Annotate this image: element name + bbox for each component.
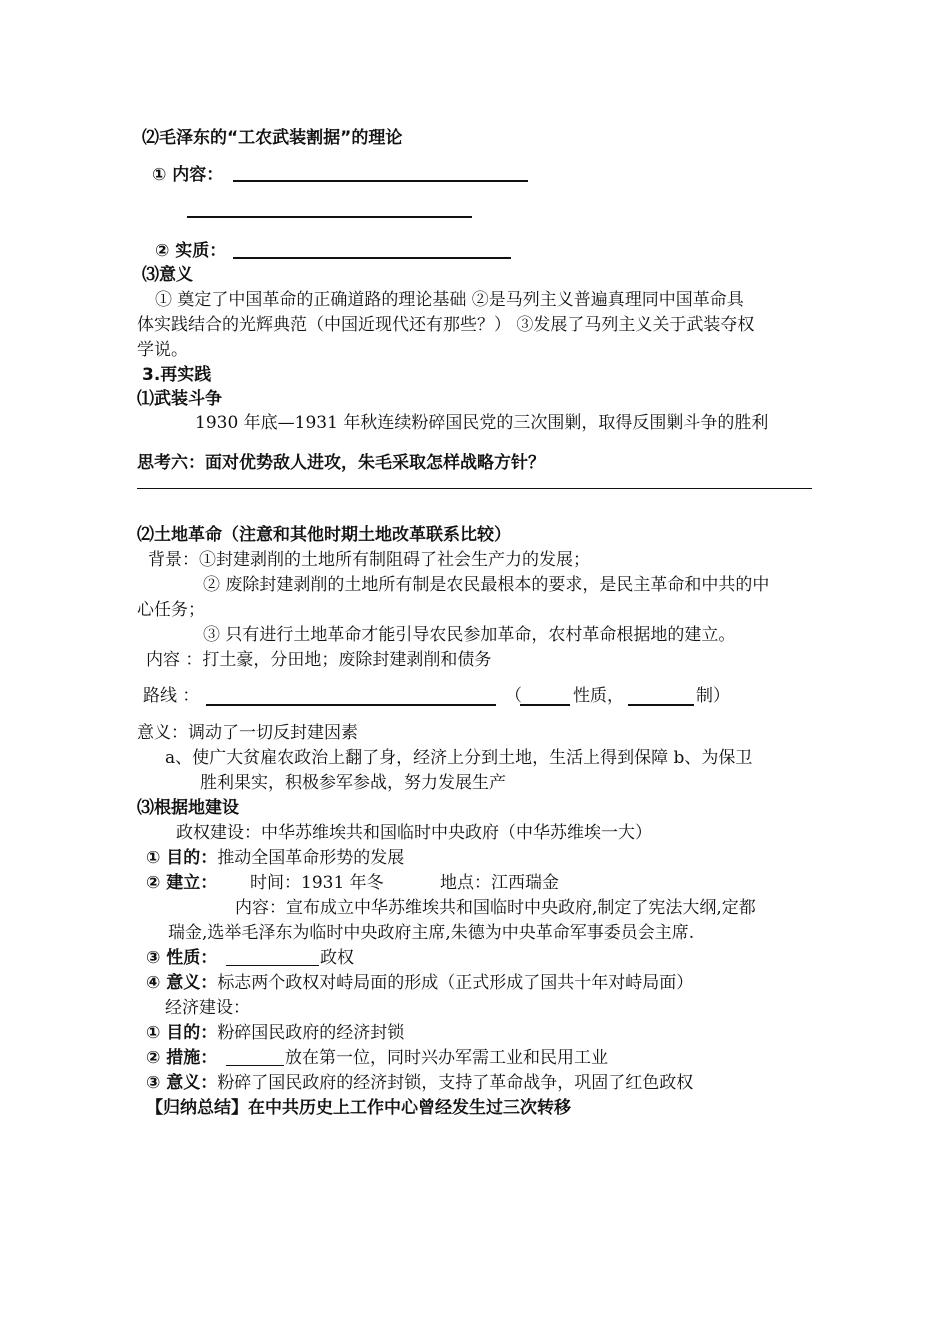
econ-measure-blank[interactable]	[226, 1065, 284, 1066]
econ-measure-text: 放在第一位，同时兴办军需工业和民用工业	[285, 1048, 608, 1068]
base-building-heading: ⑶根据地建设	[137, 798, 239, 818]
content-blank-line-1[interactable]	[233, 180, 528, 182]
found-label: ② 建立：	[146, 873, 218, 893]
significance-text: 标志两个政权对峙局面的形成（正式形成了国共十年对峙局面）	[217, 973, 694, 993]
background-line-3: ③ 只有进行土地革命才能引导农民参加革命，农村革命根据地的建立。	[203, 625, 736, 645]
mao-theory-heading: ⑵毛泽东的“工农武装割据”的理论	[142, 128, 403, 148]
route-nature-label: 性质，	[573, 686, 624, 706]
content-blank-line-2[interactable]	[187, 216, 472, 218]
route-paren-open: （	[505, 686, 522, 706]
content-label: ① 内容：	[152, 165, 224, 185]
regime-building: 政权建设：中华苏维埃共和国临时中央政府（中华苏维埃一大）	[176, 823, 652, 843]
econ-measure-label: ② 措施：	[146, 1048, 218, 1068]
econ-significance-row	[146, 1072, 693, 1094]
econ-purpose-row	[146, 1022, 404, 1044]
purpose-row	[146, 847, 404, 869]
land-revolution-heading: ⑵土地革命（注意和其他时期土地改革联系比较）	[137, 525, 511, 545]
think-six-question: 思考六：面对优势敌人进攻，朱毛采取怎样战略方针？	[137, 453, 545, 473]
significance-row	[146, 972, 693, 994]
route-system-blank[interactable]	[628, 704, 694, 706]
nature-label: ③ 性质：	[146, 948, 218, 968]
background-line-2b: 心任务；	[137, 600, 205, 620]
meaning-heading: ⑶意义	[142, 265, 193, 285]
route-blank[interactable]	[206, 704, 496, 706]
econ-significance-text: 粉碎了国民政府的经济封锁，支持了革命战争，巩固了红色政权	[217, 1073, 694, 1093]
background-line-2: ② 废除封建剥削的土地所有制是农民最根本的要求，是民主革命和中共的中	[203, 575, 770, 595]
essence-blank-line[interactable]	[233, 257, 511, 259]
meaning-line-2: 体实践结合的光辉典范（中国近现代还有那些？） ③发展了马列主义关于武装夺权	[137, 315, 755, 335]
summary-heading: 【归纳总结】在中共历史上工作中心曾经发生过三次转移	[146, 1098, 571, 1118]
practice-heading: 3.再实践	[142, 365, 212, 385]
route-system-label: 制）	[696, 686, 730, 706]
land-meaning: 意义：调动了一切反封建因素	[137, 723, 358, 743]
meaning-line-3: 学说。	[137, 340, 188, 360]
land-content: 内容 ：打土豪，分田地；废除封建剥削和债务	[146, 650, 492, 670]
route-label: 路线 ：	[143, 686, 200, 706]
nature-blank[interactable]	[226, 965, 319, 966]
econ-significance-label: ③ 意义：	[146, 1073, 218, 1093]
econ-purpose-text: 粉碎国民政府的经济封锁	[217, 1023, 405, 1043]
found-content-1: 内容：宣布成立中华苏维埃共和国临时中央政府,制定了宪法大纲,定都	[235, 898, 756, 918]
significance-label: ④ 意义：	[146, 973, 218, 993]
think-six-answer-line[interactable]	[137, 488, 812, 489]
purpose-label: ① 目的：	[146, 848, 218, 868]
found-place: 地点：江西瑞金	[440, 873, 559, 893]
found-time: 时间：1931 年冬	[250, 873, 384, 893]
land-meaning-a: a、使广大贫雇农政治上翻了身，经济上分到土地，生活上得到保障 b、为保卫	[165, 748, 753, 768]
nature-suffix: 政权	[320, 948, 354, 968]
route-nature-blank[interactable]	[520, 704, 570, 706]
econ-purpose-label: ① 目的：	[146, 1023, 218, 1043]
found-content-2: 瑞金,选举毛泽东为临时中央政府主席,朱德为中央革命军事委员会主席.	[168, 923, 695, 943]
meaning-line-1: ① 奠定了中国革命的正确道路的理论基础 ②是马列主义普遍真理同中国革命具	[155, 290, 744, 310]
background-line-1: 背景：①封建剥削的土地所有制阻碍了社会生产力的发展；	[148, 550, 590, 570]
armed-struggle-heading: ⑴武装斗争	[137, 389, 222, 409]
essence-label: ② 实质：	[155, 241, 227, 261]
economic-building: 经济建设：	[165, 998, 250, 1018]
armed-struggle-text: 1930 年底—1931 年秋连续粉碎国民党的三次围剿，取得反围剿斗争的胜利	[195, 413, 769, 433]
purpose-text: 推动全国革命形势的发展	[217, 848, 405, 868]
land-meaning-a2: 胜利果实，积极参军参战，努力发展生产	[200, 773, 506, 793]
